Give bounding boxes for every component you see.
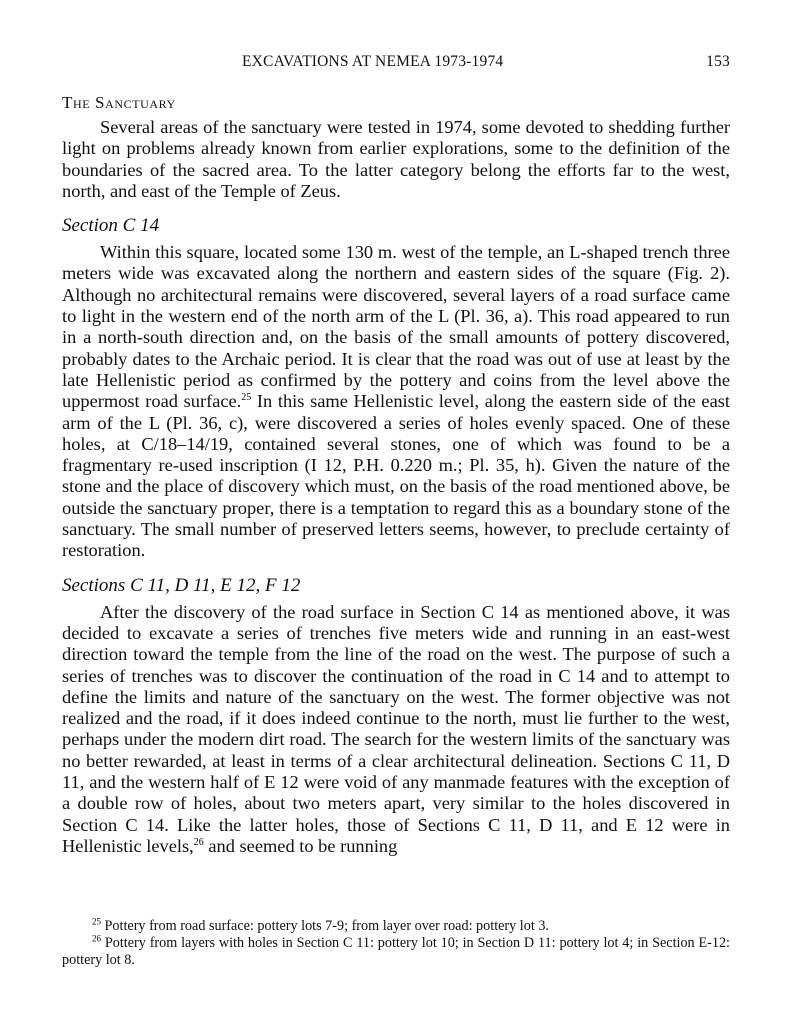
footnote-ref-25[interactable]: 25 [241, 392, 252, 404]
section-heading-c14: Section C 14 [62, 215, 160, 237]
footnote-ref-26[interactable]: 26 [193, 836, 204, 848]
footnote-number: 26 [92, 933, 101, 944]
paragraph-c11 [62, 602, 730, 858]
footnote-text: Pottery from layers with holes in Section C 11: pottery lot 10; in Section D 11: pottery lot 4; in Section E-12: pottery lot 8. [62, 935, 731, 968]
footnote-number: 25 [92, 916, 101, 927]
footnote-26 [62, 935, 730, 969]
footnote-25 [62, 918, 730, 935]
paragraph-sanctuary: Several areas of the sanctuary were tested in 1974, some devoted to shedding further light on problems already known from earlier explorations, some to the definition of the boundaries of the sacred area. To the latter category belong the efforts far to the west, north, and east of the Temple of Zeus. [62, 117, 730, 201]
paragraph-c14-part1: Within this square, located some 130 m. west of the temple, an L-shaped trench three meters wide was excavated along the northern and eastern sides of the square (Fig. 2). Although no architectural remains were discovered, several layers of a road surface came to light in the western end of the north arm of the L (Pl. 36, a). This road appeared to run in a north-south direction and, on the basis of the small amounts of pottery discovered, probably dates to the Archaic period. It is clear that the road was out of use at least by the late Hellenistic period as confirmed by the pottery and coins from the level above the uppermost road surface. [62, 242, 730, 412]
section-heading-sanctuary: The Sanctuary [62, 93, 176, 112]
paragraph-c11-part2: and seemed to be running [203, 835, 398, 856]
paragraph-c14-part2: In this same Hellenistic level, along the eastern side of the east arm of the L (Pl. 36, c), were discovered a series of holes evenly spaced. One of these holes, at C/18–14/19, contained several stones, one of which was found to be a fragmentary re-used inscription (I 12, P.H. 0.220 m.; Pl. 35, h). Given the nature of the stone and the place of discovery which must, on the basis of the road mentioned above, be outside the sanctuary proper, there is a temptation to regard this as a boundary stone of the sanctuary. The small number of preserved letters seems, however, to preclude certainty of restoration. [62, 391, 730, 561]
article-body [62, 92, 730, 869]
footnote-text: Pottery from road surface: pottery lots 7-9; from layer over road: pottery lot 3. [104, 918, 549, 934]
paragraph-c14 [62, 242, 730, 561]
footnotes [62, 918, 730, 969]
page-number: 153 [706, 53, 730, 70]
section-heading-c11-d11-e12-f12: Sections C 11, D 11, E 12, F 12 [62, 574, 301, 596]
running-head-title: EXCAVATIONS AT NEMEA 1973-1974 [242, 53, 504, 70]
paragraph-c11-part1: After the discovery of the road surface in Section C 14 as mentioned above, it was decided to excavate a series of trenches five meters wide and running in an east-west direction toward the temple from the line of the road on the west. The purpose of such a series of trenches was to discover the continuation of the road in C 14 and to attempt to define the limits and nature of the sanctuary on the west. The former objective was not realized and the road, if it does indeed continue to the north, must lie further to the west, perhaps under the modern dirt road. The search for the western limits of the sanctuary was no better rewarded, at least in terms of a clear architectural delineation. Sections C 11, D 11, and the western half of E 12 were void of any manmade features with the exception of a double row of holes, about two meters apart, very similar to the holes discovered in Section C 14. Like the latter holes, those of Sections C 11, D 11, and E 12 were in Hellenistic levels, [62, 601, 730, 856]
